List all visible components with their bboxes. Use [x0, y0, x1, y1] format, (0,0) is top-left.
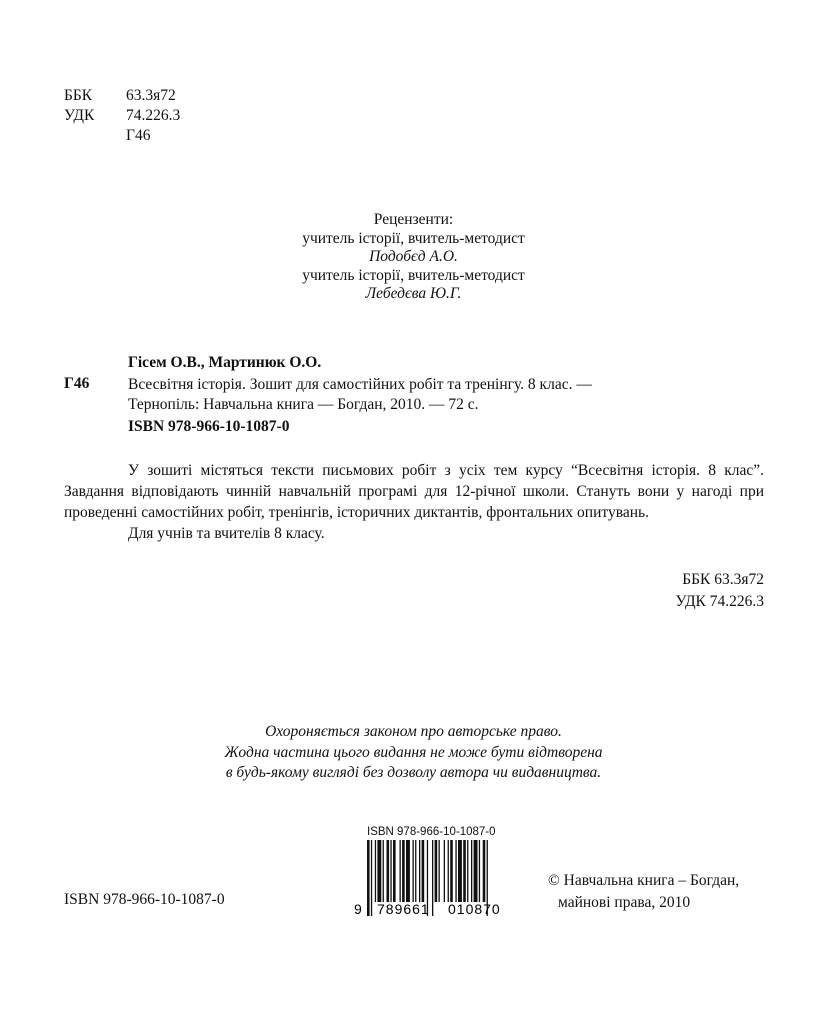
barcode-bar [413, 840, 414, 902]
author-mark-row [64, 126, 180, 146]
barcode-isbn-label: ISBN 978-966-10-1087-0 [367, 826, 496, 838]
copyright-line-1: Охороняється законом про авторське право. [265, 723, 562, 740]
barcode-bar [419, 840, 420, 902]
barcode-bar [450, 840, 453, 902]
right-codes [676, 569, 764, 613]
barcode-digits-right: 010870 [448, 901, 501, 917]
footer-isbn: ISBN 978-966-10-1087-0 [64, 891, 225, 908]
barcode-bar [448, 840, 449, 902]
reviewer-1-role: учитель історії, вчитель-методист [302, 229, 525, 247]
reviewers-heading: Рецензенти: [373, 211, 454, 228]
annotation [64, 460, 764, 544]
udk-label: УДК [64, 107, 95, 124]
barcode-bar [402, 840, 405, 902]
barcode-bar [393, 840, 396, 902]
barcode-bar [471, 840, 472, 902]
barcode-bar [415, 840, 416, 902]
barcode-bar [458, 840, 462, 902]
barcode-bar [467, 840, 468, 902]
barcode-icon [352, 826, 522, 918]
barcode-bar [444, 840, 445, 902]
catalog-line-2: Тернопіль: Навчальна книга — Богдан, 2010. — 72 с. [128, 396, 479, 413]
publisher-line-2: майнові права, 2010 [558, 894, 691, 911]
barcode-bar [422, 840, 425, 902]
catalog-authors: Гісем О.В., Мартинюк О.О. [128, 354, 322, 371]
barcode-bar [377, 840, 381, 902]
catalog-mark: Г46 [64, 375, 90, 392]
barcode-digit-lead: 9 [354, 901, 362, 917]
bbk-label: ББК [64, 87, 93, 104]
barcode-bar [400, 840, 401, 902]
reviewer-2-name: Лебедєва Ю.Г. [365, 285, 462, 302]
barcode-bar [435, 840, 438, 902]
copyright-line-3: в будь-якому вигляді без дозволу автора чи видавництва. [225, 764, 602, 781]
barcode-bar [479, 840, 480, 902]
barcode-digits-left: 789661 [377, 901, 430, 917]
catalog-line-1: Всесвітня історія. Зошит для самостійних робіт та тренінгу. 8 клас. — [128, 376, 592, 393]
right-bbk: ББК 63.3я72 [682, 571, 764, 588]
publisher-line-1: © Навчальна книга – Богдан, [548, 872, 740, 889]
reviewer-2-role: учитель історії, вчитель-методист [302, 266, 525, 284]
copyright-line-2: Жодна частина цього видання не може бути відтворена [224, 743, 603, 761]
barcode-bar [432, 840, 433, 916]
barcode-bar [387, 840, 390, 902]
publisher-rights [548, 870, 739, 914]
reviewers-block [0, 211, 827, 304]
annotation-paragraph-2: Для учнів та вчителів 8 класу. [128, 525, 325, 542]
bbk-value: 63.3я72 [126, 87, 176, 104]
barcode-bar [383, 840, 384, 902]
catalog-isbn: ISBN 978-966-10-1087-0 [128, 418, 290, 435]
barcode-bar [375, 840, 376, 902]
barcode-bar [474, 840, 478, 902]
reviewer-1-name: Подобєд А.О. [369, 248, 458, 265]
barcode-bar [483, 840, 486, 902]
bbk-row [64, 86, 180, 106]
annotation-paragraph-1: У зошиті містяться тексти письмових робіт з усіх тем курсу “Всесвітня історія. 8 клас”. Завдання відповідають чинній навчальній програмі для 12-річної школи. Стануть вони у нагоді при проведенні самостійних робіт, тренінгів, історичних диктантів, фронтальних опитувань. [64, 462, 764, 521]
barcode-bar [367, 840, 370, 916]
barcode-bar [371, 840, 372, 916]
barcode-bar [439, 840, 440, 902]
right-udk: УДК 74.226.3 [675, 593, 764, 610]
catalog-description [128, 375, 768, 415]
udk-row [64, 106, 180, 126]
classification-codes [64, 86, 180, 146]
barcode-bar [455, 840, 456, 902]
copyright-notice [0, 722, 827, 784]
udk-value: 74.226.3 [126, 107, 181, 124]
barcode-bar [390, 840, 391, 902]
barcode-bar [406, 840, 410, 902]
author-mark: Г46 [126, 127, 151, 144]
barcode-bar [463, 840, 466, 902]
